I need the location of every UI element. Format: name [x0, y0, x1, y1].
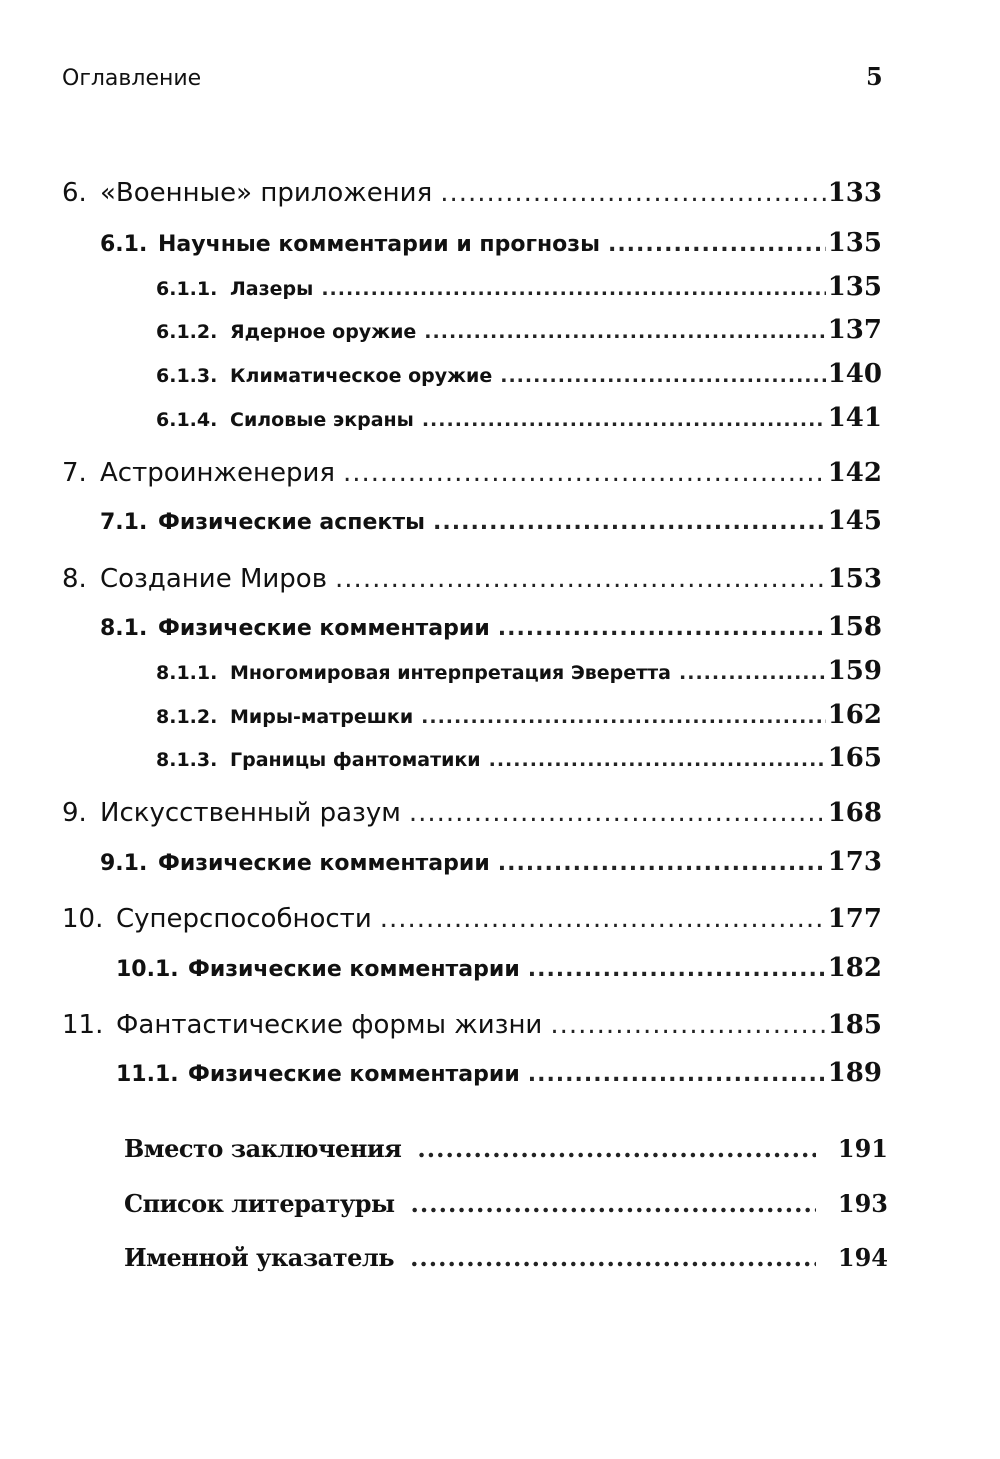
dot-leader: [380, 904, 826, 934]
toc-number: 6.1.4.: [156, 409, 218, 431]
toc-title: Искусственный разум: [100, 798, 401, 828]
toc-page: 194: [837, 1243, 888, 1272]
toc-number: 8.1.1.: [156, 662, 218, 684]
toc-entry-subsection-6-1-2[interactable]: [156, 315, 882, 345]
toc-number: 6.1.3.: [156, 365, 218, 387]
dot-leader: [498, 851, 826, 876]
toc-title: «Военные» приложения: [100, 178, 433, 208]
toc-page: 189: [827, 1058, 882, 1088]
toc-page: 133: [827, 178, 882, 208]
toc-title: Миры-матрешки: [230, 706, 414, 728]
toc-number: 7.1.: [100, 510, 148, 535]
toc-page: 191: [837, 1134, 888, 1163]
toc-entry-section-11-1[interactable]: [116, 1058, 882, 1088]
toc-page: 162: [827, 700, 882, 730]
toc-number: 7.: [62, 458, 87, 488]
toc-entry-name-index[interactable]: [124, 1243, 888, 1272]
dot-leader: [679, 662, 826, 684]
toc-page: 140: [827, 359, 882, 389]
running-header: Оглавление: [62, 66, 202, 91]
dot-leader: [321, 278, 825, 300]
toc-page: 158: [827, 612, 882, 642]
toc-number: 8.1.2.: [156, 706, 218, 728]
toc-title: Границы фантоматики: [230, 749, 481, 771]
dot-leader: [608, 232, 826, 257]
page-number: 5: [866, 62, 883, 91]
dot-leader: [417, 1134, 815, 1163]
toc-page: 153: [827, 564, 882, 594]
toc-entry-chapter-11[interactable]: [62, 1010, 882, 1040]
dot-leader: [421, 706, 826, 728]
toc-title: Вместо заключения: [124, 1134, 402, 1163]
toc-title: Физические комментарии: [188, 1062, 520, 1087]
toc-entry-chapter-9[interactable]: [62, 798, 882, 828]
toc-title: Силовые экраны: [230, 409, 414, 431]
dot-leader: [528, 1062, 826, 1087]
dot-leader: [440, 178, 825, 208]
toc-entry-subsection-6-1-4[interactable]: [156, 403, 882, 433]
toc-title: Физические аспекты: [158, 510, 426, 535]
toc-number: 6.1.: [100, 232, 148, 257]
dot-leader: [500, 365, 825, 387]
toc-page: 193: [837, 1189, 888, 1218]
toc-entry-chapter-6[interactable]: [62, 178, 882, 208]
toc-entry-bibliography[interactable]: [124, 1189, 888, 1218]
toc-page: 182: [827, 953, 882, 983]
dot-leader: [343, 458, 826, 488]
toc-page: 165: [827, 743, 882, 773]
toc-entry-section-7-1[interactable]: [100, 506, 882, 536]
toc-number: 6.: [62, 178, 87, 208]
toc-title: Физические комментарии: [158, 616, 490, 641]
toc-number: 6.1.1.: [156, 278, 218, 300]
toc-number: 8.1.: [100, 616, 148, 641]
toc-page: 135: [827, 228, 882, 258]
toc-page: 135: [827, 272, 882, 302]
toc-number: 6.1.2.: [156, 321, 218, 343]
toc-entry-section-8-1[interactable]: [100, 612, 882, 642]
toc-title: Именной указатель: [124, 1243, 395, 1272]
toc-title: Лазеры: [230, 278, 314, 300]
toc-title: Климатическое оружие: [230, 365, 493, 387]
toc-page: 145: [827, 506, 882, 536]
toc-title: Научные комментарии и прогнозы: [158, 232, 600, 257]
toc-title: Создание Миров: [100, 564, 328, 594]
dot-leader: [422, 409, 826, 431]
dot-leader: [433, 510, 826, 535]
dot-leader: [409, 798, 826, 828]
toc-title: Фантастические формы жизни: [116, 1010, 543, 1040]
toc-number: 9.: [62, 798, 87, 828]
dot-leader: [550, 1010, 825, 1040]
toc-page: 141: [827, 403, 882, 433]
toc-page: 185: [827, 1010, 882, 1040]
dot-leader: [424, 321, 825, 343]
dot-leader: [489, 749, 826, 771]
toc-entry-subsection-8-1-3[interactable]: [156, 743, 882, 773]
toc-entry-subsection-8-1-2[interactable]: [156, 700, 882, 730]
toc-page: 177: [827, 904, 882, 934]
toc-title: Физические комментарии: [158, 851, 490, 876]
toc-title: Физические комментарии: [188, 957, 520, 982]
toc-entry-subsection-6-1-1[interactable]: [156, 272, 882, 302]
toc-number: 10.1.: [116, 957, 179, 982]
toc-page: 142: [827, 458, 882, 488]
toc-page: 137: [827, 315, 882, 345]
toc-entry-section-9-1[interactable]: [100, 847, 882, 877]
toc-entry-chapter-7[interactable]: [62, 458, 882, 488]
toc-number: 8.: [62, 564, 87, 594]
toc-title: Многомировая интерпретация Эверетта: [230, 662, 672, 684]
toc-entry-chapter-10[interactable]: [62, 904, 882, 934]
dot-leader: [410, 1243, 816, 1272]
toc-entry-chapter-8[interactable]: [62, 564, 882, 594]
toc-title: Астроинженерия: [100, 458, 335, 488]
toc-title: Суперспособности: [116, 904, 372, 934]
toc-number: 9.1.: [100, 851, 148, 876]
toc-page: 168: [827, 798, 882, 828]
dot-leader: [498, 616, 826, 641]
dot-leader: [335, 564, 826, 594]
toc-page: 159: [827, 656, 882, 686]
toc-entry-section-10-1[interactable]: [116, 953, 882, 983]
toc-entry-conclusion[interactable]: [124, 1134, 888, 1163]
toc-entry-subsection-8-1-1[interactable]: [156, 656, 882, 686]
toc-title: Ядерное оружие: [230, 321, 417, 343]
toc-number: 11.1.: [116, 1062, 179, 1087]
toc-entry-section-6-1[interactable]: [100, 228, 882, 258]
toc-number: 8.1.3.: [156, 749, 218, 771]
dot-leader: [528, 957, 826, 982]
toc-page: 173: [827, 847, 882, 877]
toc-title: Список литературы: [124, 1189, 395, 1218]
toc-number: 10.: [62, 904, 104, 934]
toc-entry-subsection-6-1-3[interactable]: [156, 359, 882, 389]
dot-leader: [411, 1189, 816, 1218]
toc-number: 11.: [62, 1010, 104, 1040]
